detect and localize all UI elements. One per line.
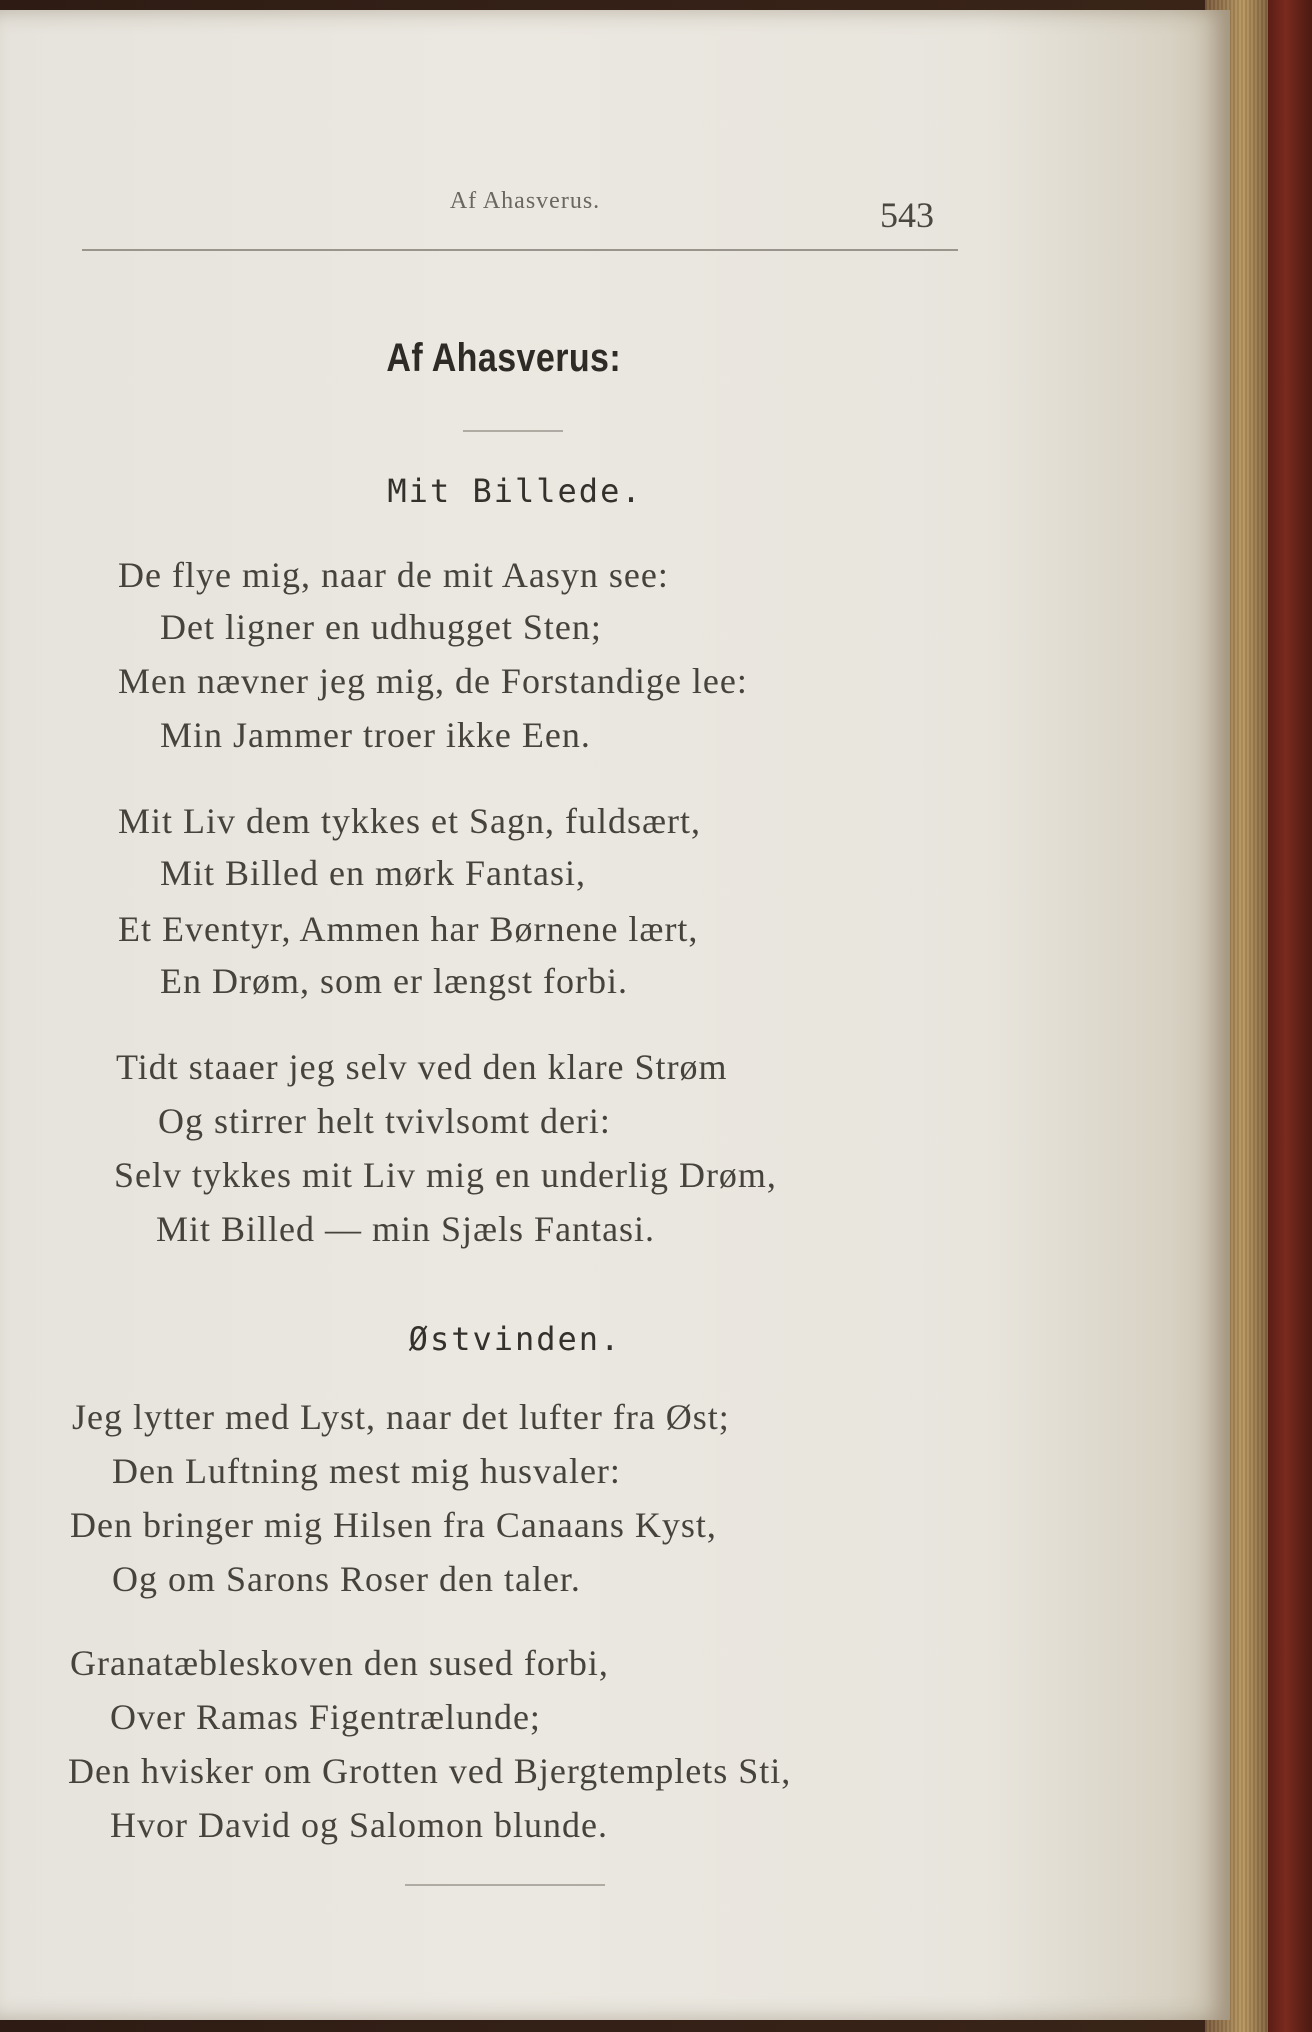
verse-line: Mit Liv dem tykkes et Sagn, fuldsært, bbox=[118, 801, 701, 841]
verse-line: Den hvisker om Grotten ved Bjergtemplets Sti, bbox=[68, 1751, 792, 1791]
end-rule bbox=[405, 1884, 605, 1886]
book-page bbox=[0, 10, 1230, 2020]
verse-line: De flye mig, naar de mit Aasyn see: bbox=[118, 555, 669, 595]
verse-line: Men nævner jeg mig, de Forstandige lee: bbox=[118, 661, 748, 701]
verse-line: Tidt staaer jeg selv ved den klare Strøm bbox=[116, 1047, 728, 1087]
verse-line: Og om Sarons Roser den taler. bbox=[112, 1559, 581, 1599]
page-content bbox=[0, 10, 1230, 2020]
verse-line: Granatæbleskoven den sused forbi, bbox=[70, 1643, 609, 1683]
book-cover bbox=[1268, 0, 1312, 2032]
poem-heading-ostvinden: Østvinden. bbox=[408, 1320, 622, 1358]
verse-line: Den bringer mig Hilsen fra Canaans Kyst, bbox=[70, 1505, 717, 1545]
verse-line: Mit Billed en mørk Fantasi, bbox=[160, 853, 586, 893]
verse-line: Hvor David og Salomon blunde. bbox=[110, 1805, 608, 1845]
verse-line: Jeg lytter med Lyst, naar det lufter fra Øst; bbox=[72, 1397, 730, 1437]
verse-line: Min Jammer troer ikke Een. bbox=[160, 715, 591, 755]
verse-line: Det ligner en udhugget Sten; bbox=[160, 607, 602, 647]
verse-line: Og stirrer helt tvivlsomt deri: bbox=[158, 1101, 611, 1141]
poem-heading-mit-billede: Mit Billede. bbox=[387, 472, 643, 510]
header-rule bbox=[82, 249, 958, 251]
verse-line: En Drøm, som er længst forbi. bbox=[160, 961, 628, 1001]
title-rule bbox=[463, 430, 563, 432]
verse-line: Et Eventyr, Ammen har Børnene lært, bbox=[118, 909, 699, 949]
verse-line: Over Ramas Figentrælunde; bbox=[110, 1697, 541, 1737]
page-number: 543 bbox=[880, 195, 934, 235]
running-head: Af Ahasverus. bbox=[449, 188, 601, 214]
page-title: Af Ahasverus: bbox=[386, 336, 622, 380]
verse-line: Den Luftning mest mig husvaler: bbox=[112, 1451, 621, 1491]
verse-line: Mit Billed — min Sjæls Fantasi. bbox=[156, 1209, 656, 1249]
verse-line: Selv tykkes mit Liv mig en underlig Drøm, bbox=[114, 1155, 777, 1195]
